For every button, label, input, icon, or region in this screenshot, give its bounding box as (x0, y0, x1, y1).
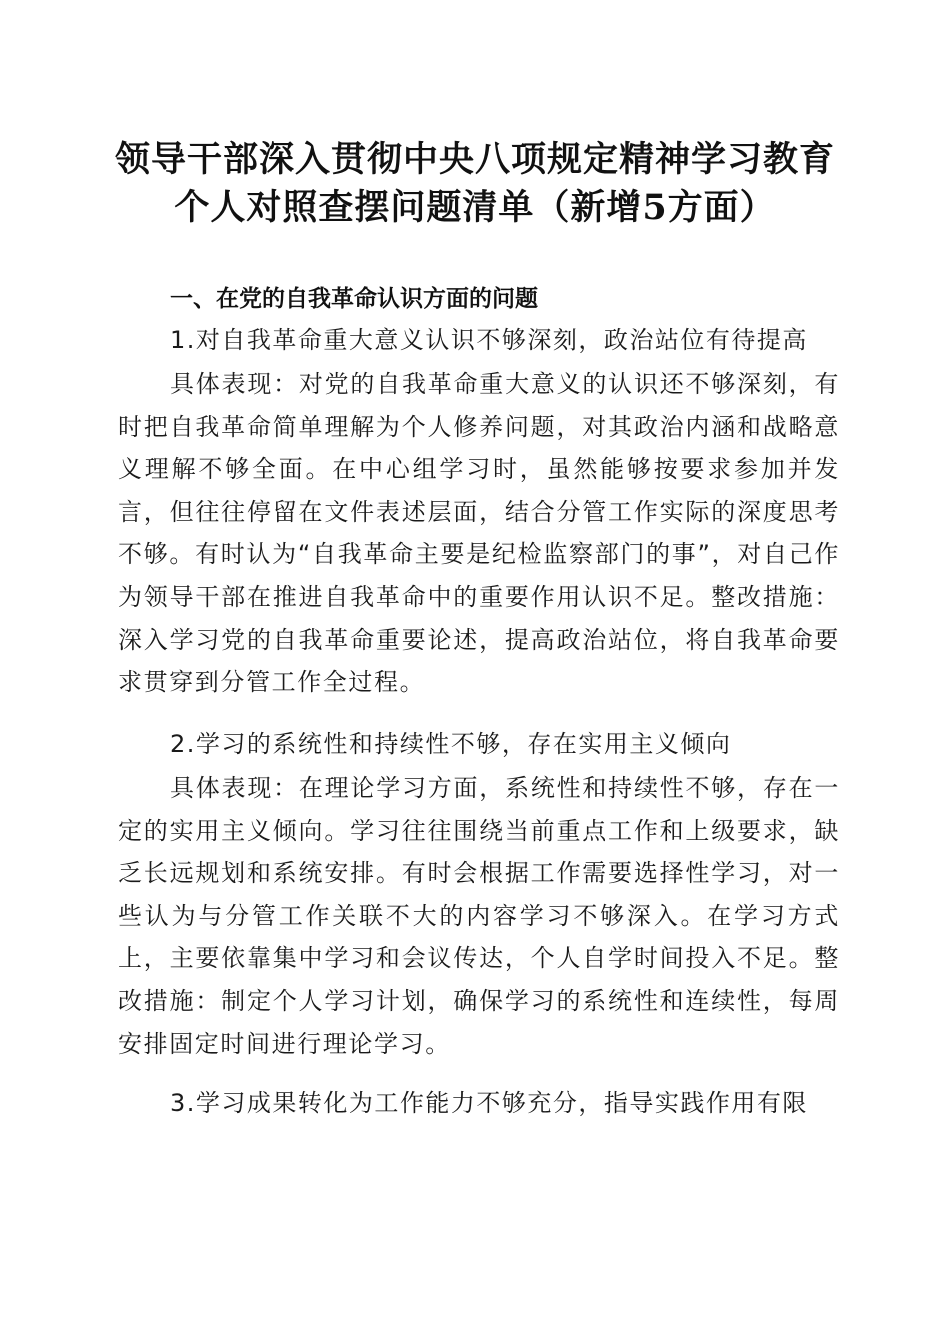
item-body-2: 具体表现：在理论学习方面，系统性和持续性不够，存在一定的实用主义倾向。学习往往围绕当前重点工作和上级要求，缺乏长远规划和系统安排。有时会根据工作需要选择性学习，对一些认为与分管工作关联不大的内容学习不够深入。在学习方式上，主要依靠集中学习和会议传达，个人自学时间投入不足。整改措施：制定个人学习计划，确保学习的系统性和连续性，每周安排固定时间进行理论学习。 (118, 774, 840, 1058)
item-body-1: 具体表现：对党的自我革命重大意义的认识还不够深刻，有时把自我革命简单理解为个人修养问题，对其政治内涵和战略意义理解不够全面。在中心组学习时，虽然能够按要求参加并发言，但往往停留在文件表述层面，结合分管工作实际的深度思考不够。有时认为“自我革命主要是纪检监察部门的事”，对自己作为领导干部在推进自我革命中的重要作用认识不足。整改措施：深入学习党的自我革命重要论述，提高政治站位，将自我革命要求贯穿到分管工作全过程。 (118, 370, 840, 697)
item-subtitle-2: 2.学习的系统性和持续性不够，存在实用主义倾向 (170, 730, 732, 758)
document-title-line-2: 个人对照查摆问题清单（新增5方面） (174, 187, 776, 228)
section-heading: 一、在党的自我革命认识方面的问题 (170, 286, 538, 312)
item-subtitle-1: 1.对自我革命重大意义认识不够深刻，政治站位有待提高 (170, 326, 808, 354)
document-title-line-1: 领导干部深入贯彻中央八项规定精神学习教育 (114, 139, 835, 180)
item-subtitle-3: 3.学习成果转化为工作能力不够充分，指导实践作用有限 (170, 1089, 808, 1117)
